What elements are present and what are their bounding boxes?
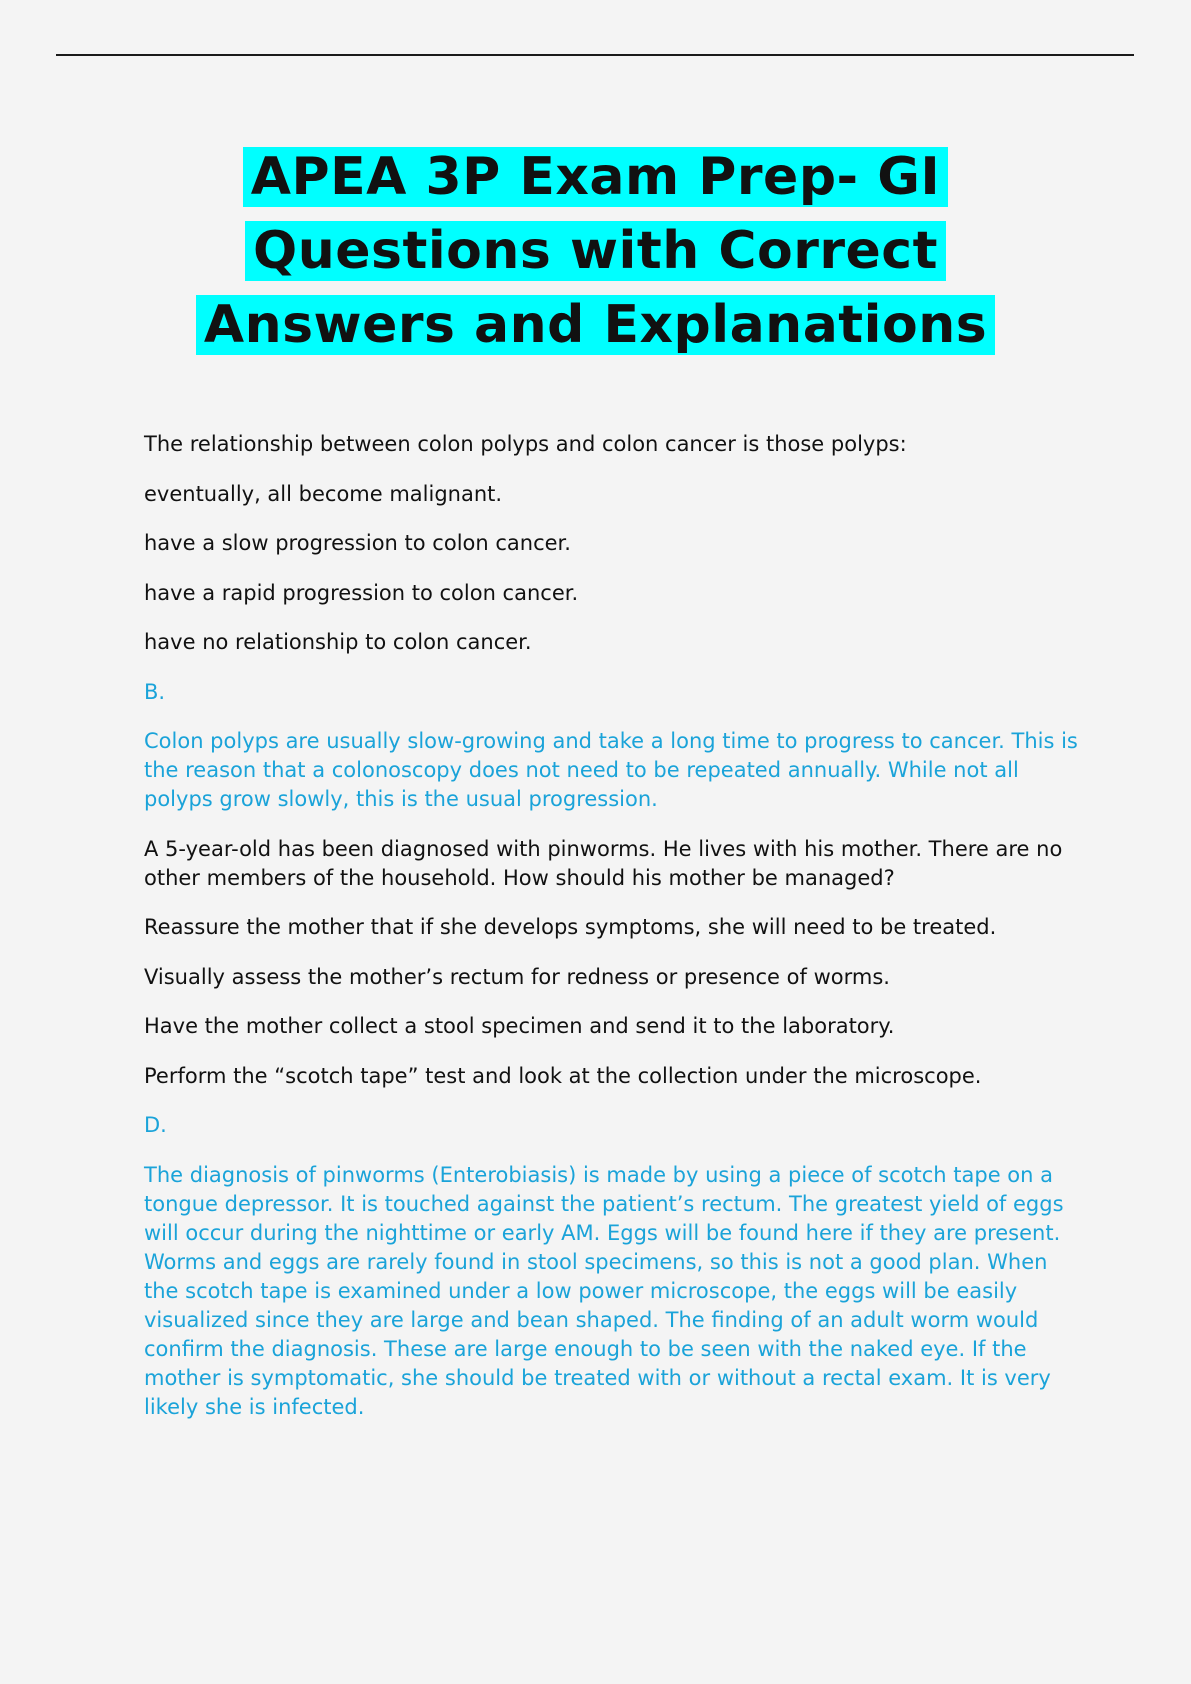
- answer-option: eventually, all become malignant.: [144, 481, 503, 506]
- document-title: [0, 140, 1191, 362]
- answer-option: Perform the “scotch tape” test and look at the collection under the microscope.: [144, 1063, 982, 1088]
- title-line: APEA 3P Exam Prep- GI: [0, 140, 1191, 214]
- question-stem: The relationship between colon polyps and colon cancer is those polyps:: [144, 432, 907, 456]
- title-line: Questions with Correct: [0, 214, 1191, 288]
- title-line: Answers and Explanations: [0, 288, 1191, 362]
- answer-option: have a rapid progression to colon cancer.: [144, 580, 579, 605]
- header-rule: [56, 54, 1134, 56]
- answer-option: Visually assess the mother’s rectum for redness or presence of worms.: [144, 964, 890, 989]
- question-stem: A 5-year-old has been diagnosed with pinworms. He lives with his mother. There are no other members of the household. How should his mother be managed?: [144, 836, 1063, 890]
- answer-option: Have the mother collect a stool specimen and send it to the laboratory.: [144, 1014, 895, 1038]
- answer-explanation: Colon polyps are usually slow-growing and take a long time to progress to cancer. This is the reason that a colonoscopy does not need to be repeated annually. While not all polyps grow slowly, this is the usual progression.: [144, 729, 1078, 811]
- answer-option: Reassure the mother that if she develops symptoms, she will need to be treated.: [144, 915, 997, 939]
- answer-option: have a slow progression to colon cancer.: [144, 531, 571, 555]
- correct-answer: B.: [144, 679, 166, 704]
- document-body: [144, 430, 1084, 1442]
- answer-option: have no relationship to colon cancer.: [144, 630, 532, 654]
- correct-answer: D.: [144, 1113, 167, 1137]
- answer-explanation: The diagnosis of pinworms (Enterobiasis) is made by using a piece of scotch tape on a tongue depressor. It is touched against the patient’s rectum. The greatest yield of eggs will occur during the nighttime or early AM. Eggs will be found here if they are present. Worms and eggs are rarely found in stool specimens, so this is not a good plan. When the scotch tape is examined under a low power microscope, the eggs will be easily visualized since they are large and bean shaped. The finding of an adult worm would confirm the diagnosis. These are large enough to be seen with the naked eye. If the mother is symptomatic, she should be treated with or without a rectal exam. It is very likely she is infected.: [144, 1162, 1064, 1419]
